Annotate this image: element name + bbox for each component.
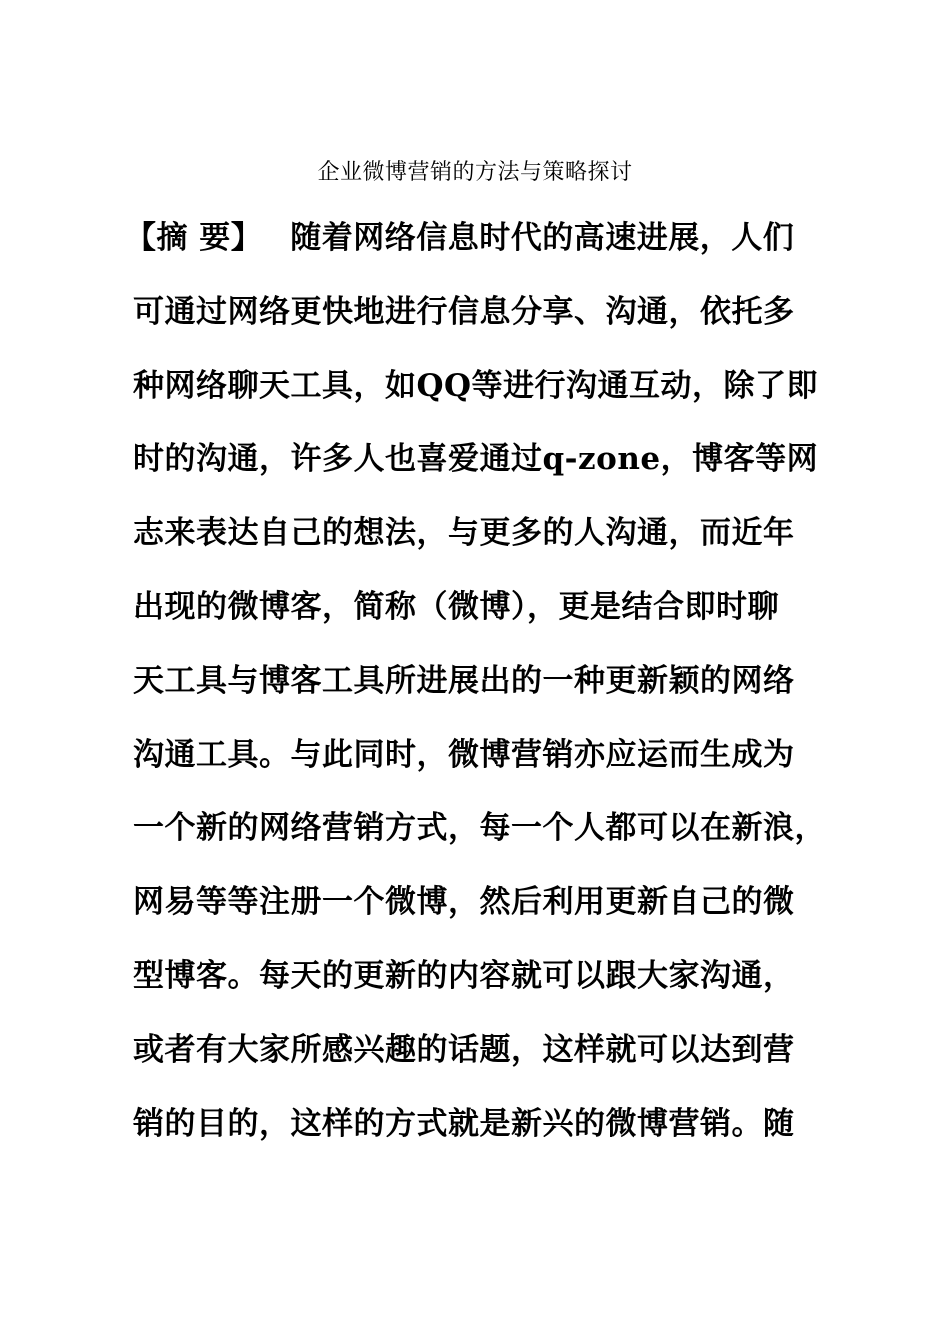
abstract-line-7: 天工具与博客工具所进展出的一种更新颖的网络 [133,662,795,699]
abstract-line-3: 种网络聊天工具，如QQ等进行沟通互动，除了即 [133,367,819,404]
abstract-line-13: 销的目的，这样的方式就是新兴的微博营销。随 [133,1105,795,1142]
abstract-line-6: 出现的微博客，简称（微博），更是结合即时聊 [133,588,779,625]
abstract-line-1 [125,214,833,288]
abstract-line-8: 沟通工具。与此同时，微博营销亦应运而生成为 [133,736,795,773]
document-title: 企业微博营销的方法与策略探讨 [317,160,633,185]
abstract-line-9: 一个新的网络营销方式，每一个人都可以在新浪， [133,810,826,847]
abstract-body [125,214,833,1173]
abstract-text: 随着网络信息时代的高速进展，人们 [290,220,795,256]
abstract-line-10: 网易等等注册一个微博，然后利用更新自己的微 [133,884,795,921]
abstract-line-11: 型博客。每天的更新的内容就可以跟大家沟通， [133,957,795,994]
abstract-line-12: 或者有大家所感兴趣的话题，这样就可以达到营 [133,1031,795,1068]
abstract-label: 【摘 要】 [125,220,263,256]
abstract-line-2: 可通过网络更快地进行信息分享、沟通，依托多 [133,293,795,330]
abstract-line-5: 志来表达自己的想法，与更多的人沟通，而近年 [133,515,795,552]
abstract-line-4: 时的沟通，许多人也喜爱通过q-zone，博客等网 [133,441,819,478]
